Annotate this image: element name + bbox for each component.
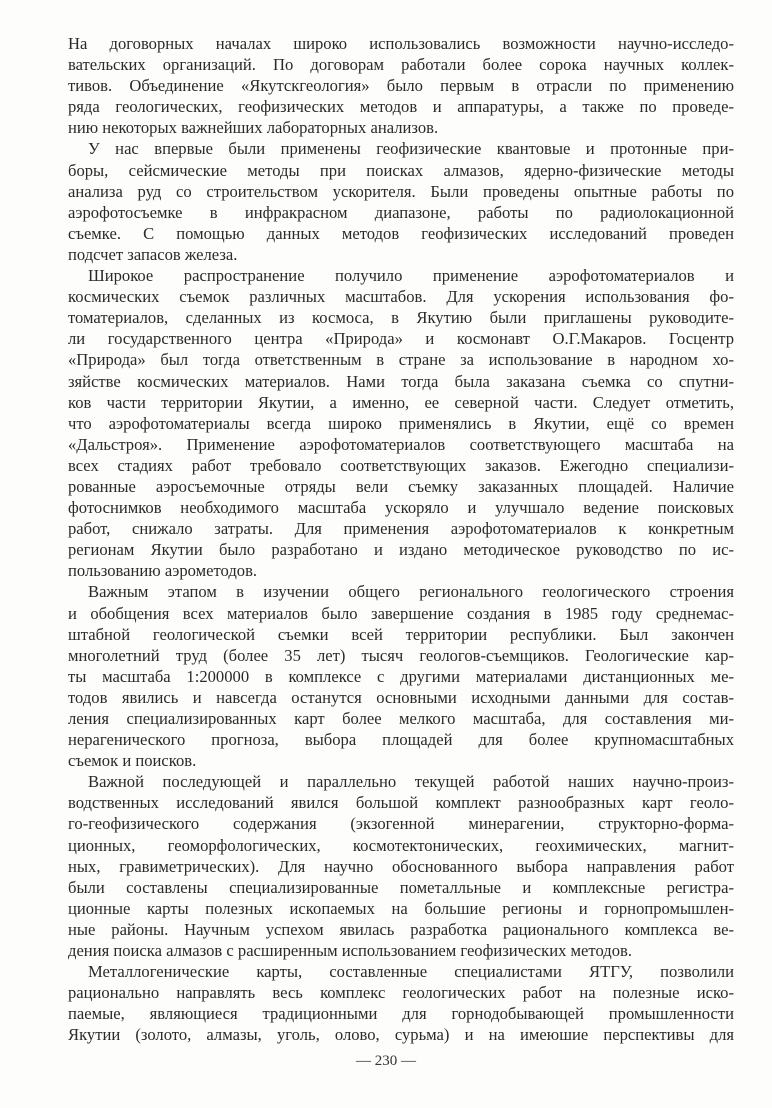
text-line: съемке. С помощью данных методов геофизических исследований проведен bbox=[68, 223, 734, 243]
text-line: зяйстве космических материалов. Нами тогда была заказана съемка со спутни- bbox=[68, 371, 734, 391]
text-line: Важным этапом в изучении общего регионального геологического строения bbox=[88, 582, 734, 602]
text-line: регионам Якутии было разработано и издано методическое руководство по ис- bbox=[68, 540, 734, 560]
paragraph bbox=[68, 581, 734, 771]
text-line: тивов. Объединение «Якутскгеология» было первым в отрасли по применению bbox=[68, 76, 734, 96]
text-line: Якутии (золото, алмазы, уголь, олово, сурьма) и на имеюшие перспективы для bbox=[68, 1025, 734, 1045]
text-line: ционные карты полезных ископаемых на большие регионы и горнопромышлен- bbox=[68, 898, 734, 918]
text-line: «Природа» был тогда ответственным в стране за использование в народном хо- bbox=[68, 350, 734, 370]
text-line: пользованию аэрометодов. bbox=[68, 561, 258, 581]
page-body bbox=[68, 33, 734, 1046]
text-line: дения поиска алмазов с расширенным использованием геофизических методов. bbox=[68, 941, 632, 961]
text-line: всех стадиях работ требовало соответствующих заказов. Ежегодно специализи- bbox=[68, 455, 734, 475]
text-line: водственных исследований явился большой комплект разнообразных карт геоло- bbox=[68, 793, 734, 813]
text-line: были составлены специализированные пометалльные и комплексные регистра- bbox=[68, 877, 734, 897]
text-line: рационально направлять весь комплекс геологических работ на полезные иско- bbox=[68, 983, 734, 1003]
text-line: штабной геологической съемки всей территории республики. Был закончен bbox=[68, 624, 734, 644]
text-line: У нас впервые были применены геофизические квантовые и протонные при- bbox=[88, 139, 734, 159]
text-line: Широкое распространение получило применение аэрофотоматериалов и bbox=[88, 266, 734, 286]
paragraph bbox=[68, 961, 734, 1045]
text-line: рованные аэросъемочные отряды вели съемку заказанных площадей. Наличие bbox=[68, 476, 734, 496]
text-line: что аэрофотоматериалы всегда широко применялись в Якутии, ещё со времен bbox=[68, 413, 734, 433]
text-line: фотоснимков необходимого масштаба ускоряло и улучшало ведение поисковых bbox=[68, 498, 734, 518]
text-line: космических съемок различных масштабов. Для ускорения использования фо- bbox=[68, 287, 734, 307]
text-line: анализа руд со строительством ускорителя. Были проведены опытные работы по bbox=[68, 181, 734, 201]
paragraph bbox=[68, 771, 734, 961]
text-line: аэрофотосъемке в инфракрасном диапазоне, работы по радиолокационной bbox=[68, 202, 734, 222]
text-line: ков части территории Якутии, а именно, ее северной части. Следует отметить, bbox=[68, 392, 734, 412]
text-line: ных, гравиметрических). Для научно обоснованного выбора направления работ bbox=[68, 856, 734, 876]
page-number: — 230 — bbox=[356, 1053, 416, 1069]
text-line: многолетний труд (более 35 лет) тысяч геологов-съемщиков. Геологические кар- bbox=[68, 645, 734, 665]
text-line: Металлогенические карты, составленные специалистами ЯТГУ, позволили bbox=[88, 962, 734, 982]
text-line: томатериалов, сделанных из космоса, в Якутию были приглашены руководите- bbox=[68, 308, 734, 328]
text-line: ли государственного центра «Природа» и космонавт О.Г.Макаров. Госцентр bbox=[68, 329, 734, 349]
text-line: ряда геологических, геофизических методов и аппаратуры, а также по проведе- bbox=[68, 97, 734, 117]
text-line: На договорных началах широко использовались возможности научно-исследо- bbox=[68, 34, 734, 53]
text-line: ные районы. Научным успехом явилась разработка рационального комплекса ве- bbox=[68, 919, 734, 939]
paragraph bbox=[68, 265, 734, 581]
text-line: Важной последующей и параллельно текущей работой наших научно-произ- bbox=[88, 772, 734, 792]
text-line: паемые, являющиеся традиционными для горнодобывающей промышленности bbox=[68, 1004, 734, 1024]
text-line: ционных, геоморфологических, космотектонических, геохимических, магнит- bbox=[68, 835, 734, 855]
text-line: нерагенического прогноза, выбора площадей для более крупномасштабных bbox=[68, 730, 734, 750]
text-line: «Дальстроя». Применение аэрофотоматериалов соответствующего масштаба на bbox=[68, 434, 734, 454]
text-line: вательских организаций. По договорам работали более сорока научных коллек- bbox=[68, 55, 734, 75]
text-line: ления специализированных карт более мелкого масштаба, для составления ми- bbox=[68, 709, 734, 728]
text-line: съемок и поисков. bbox=[68, 751, 197, 771]
text-line: тодов явились и навсегда останутся основными исходными данными для состав- bbox=[68, 687, 734, 707]
paragraph bbox=[68, 138, 734, 265]
paragraph bbox=[68, 33, 734, 138]
text-line: го-геофизического содержания (экзогенной минерагении, структорно-форма- bbox=[68, 814, 734, 834]
text-line: ты масштаба 1:200000 в комплексе с другими материалами дистанционных ме- bbox=[68, 666, 734, 686]
text-line: подсчет запасов железа. bbox=[68, 244, 238, 264]
text-line: и обобщения всех материалов было завершение создания в 1985 году среднемас- bbox=[68, 603, 734, 623]
text-line: работ, снижало затраты. Для применения аэрофотоматериалов к конкретным bbox=[68, 519, 734, 539]
text-line: боры, сейсмические методы при поисках алмазов, ядерно-физические методы bbox=[68, 160, 734, 180]
text-line: нию некоторых важнейших лабораторных анализов. bbox=[68, 118, 439, 138]
